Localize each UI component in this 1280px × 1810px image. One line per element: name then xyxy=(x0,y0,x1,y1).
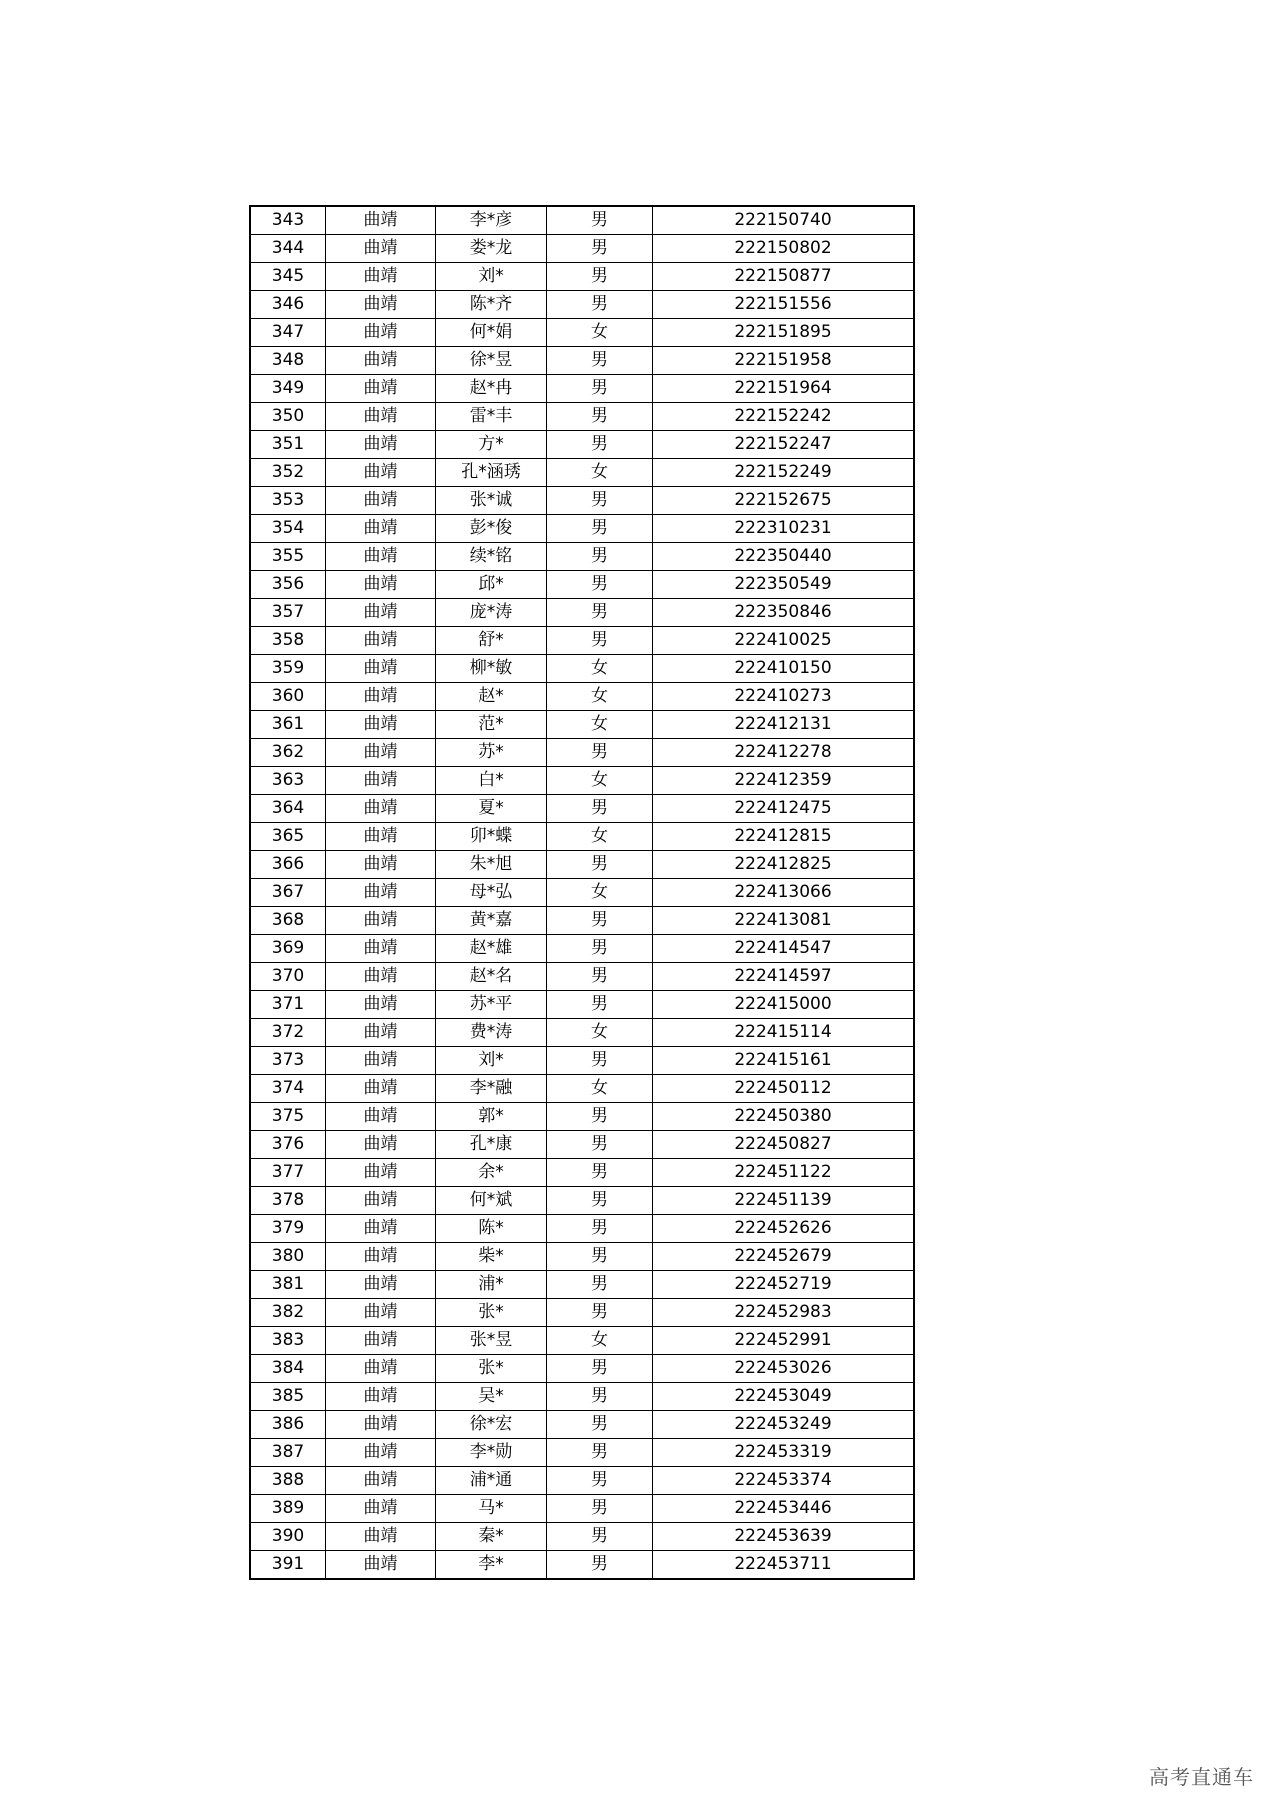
gender-cell: 女 xyxy=(547,711,653,739)
student-name-cell: 浦*通 xyxy=(436,1467,547,1495)
serial-number-cell: 387 xyxy=(250,1439,326,1467)
exam-number-cell: 222152247 xyxy=(653,431,915,459)
student-name-cell: 孔*涵琇 xyxy=(436,459,547,487)
student-roster-table xyxy=(249,205,915,1580)
gender-cell: 男 xyxy=(547,1495,653,1523)
table-row xyxy=(250,627,914,655)
city-cell: 曲靖 xyxy=(326,1383,436,1411)
gender-cell: 男 xyxy=(547,1383,653,1411)
city-cell: 曲靖 xyxy=(326,1355,436,1383)
table-row xyxy=(250,1047,914,1075)
city-cell: 曲靖 xyxy=(326,571,436,599)
exam-number-cell: 222450380 xyxy=(653,1103,915,1131)
exam-number-cell: 222151895 xyxy=(653,319,915,347)
table-row xyxy=(250,991,914,1019)
serial-number-cell: 351 xyxy=(250,431,326,459)
gender-cell: 男 xyxy=(547,263,653,291)
table-row xyxy=(250,1327,914,1355)
table-row xyxy=(250,1131,914,1159)
gender-cell: 女 xyxy=(547,1019,653,1047)
table-row xyxy=(250,963,914,991)
city-cell: 曲靖 xyxy=(326,1131,436,1159)
serial-number-cell: 390 xyxy=(250,1523,326,1551)
student-name-cell: 张*昱 xyxy=(436,1327,547,1355)
student-name-cell: 黄*嘉 xyxy=(436,907,547,935)
student-name-cell: 陈* xyxy=(436,1215,547,1243)
gender-cell: 女 xyxy=(547,879,653,907)
serial-number-cell: 369 xyxy=(250,935,326,963)
student-name-cell: 李*融 xyxy=(436,1075,547,1103)
exam-number-cell: 222452679 xyxy=(653,1243,915,1271)
student-name-cell: 张* xyxy=(436,1355,547,1383)
serial-number-cell: 348 xyxy=(250,347,326,375)
table-row xyxy=(250,907,914,935)
city-cell: 曲靖 xyxy=(326,1271,436,1299)
exam-number-cell: 222453374 xyxy=(653,1467,915,1495)
serial-number-cell: 347 xyxy=(250,319,326,347)
student-name-cell: 吴* xyxy=(436,1383,547,1411)
gender-cell: 女 xyxy=(547,1075,653,1103)
table-row xyxy=(250,403,914,431)
student-name-cell: 刘* xyxy=(436,263,547,291)
serial-number-cell: 343 xyxy=(250,206,326,235)
serial-number-cell: 389 xyxy=(250,1495,326,1523)
table-row xyxy=(250,487,914,515)
serial-number-cell: 352 xyxy=(250,459,326,487)
serial-number-cell: 359 xyxy=(250,655,326,683)
table-row xyxy=(250,683,914,711)
student-name-cell: 庞*涛 xyxy=(436,599,547,627)
city-cell: 曲靖 xyxy=(326,347,436,375)
exam-number-cell: 222452719 xyxy=(653,1271,915,1299)
table-row xyxy=(250,1411,914,1439)
table-row xyxy=(250,375,914,403)
table-row xyxy=(250,319,914,347)
exam-number-cell: 222450112 xyxy=(653,1075,915,1103)
student-name-cell: 方* xyxy=(436,431,547,459)
exam-number-cell: 222415161 xyxy=(653,1047,915,1075)
serial-number-cell: 360 xyxy=(250,683,326,711)
student-name-cell: 赵*雄 xyxy=(436,935,547,963)
exam-number-cell: 222412359 xyxy=(653,767,915,795)
exam-number-cell: 222414597 xyxy=(653,963,915,991)
gender-cell: 男 xyxy=(547,1551,653,1580)
gender-cell: 男 xyxy=(547,627,653,655)
gender-cell: 男 xyxy=(547,235,653,263)
exam-number-cell: 222453711 xyxy=(653,1551,915,1580)
gender-cell: 男 xyxy=(547,1523,653,1551)
serial-number-cell: 383 xyxy=(250,1327,326,1355)
serial-number-cell: 353 xyxy=(250,487,326,515)
serial-number-cell: 363 xyxy=(250,767,326,795)
serial-number-cell: 377 xyxy=(250,1159,326,1187)
table-row xyxy=(250,823,914,851)
city-cell: 曲靖 xyxy=(326,1495,436,1523)
student-name-cell: 陈*齐 xyxy=(436,291,547,319)
city-cell: 曲靖 xyxy=(326,739,436,767)
serial-number-cell: 350 xyxy=(250,403,326,431)
student-name-cell: 夏* xyxy=(436,795,547,823)
student-name-cell: 李*勋 xyxy=(436,1439,547,1467)
table-row xyxy=(250,1243,914,1271)
exam-number-cell: 222451122 xyxy=(653,1159,915,1187)
serial-number-cell: 373 xyxy=(250,1047,326,1075)
student-name-cell: 李* xyxy=(436,1551,547,1580)
student-name-cell: 邱* xyxy=(436,571,547,599)
gender-cell: 男 xyxy=(547,1047,653,1075)
exam-number-cell: 222453446 xyxy=(653,1495,915,1523)
student-name-cell: 浦* xyxy=(436,1271,547,1299)
gender-cell: 女 xyxy=(547,767,653,795)
table-row xyxy=(250,1187,914,1215)
exam-number-cell: 222150877 xyxy=(653,263,915,291)
gender-cell: 男 xyxy=(547,291,653,319)
city-cell: 曲靖 xyxy=(326,1019,436,1047)
serial-number-cell: 355 xyxy=(250,543,326,571)
table-row xyxy=(250,206,914,235)
serial-number-cell: 378 xyxy=(250,1187,326,1215)
exam-number-cell: 222412278 xyxy=(653,739,915,767)
gender-cell: 女 xyxy=(547,683,653,711)
exam-number-cell: 222310231 xyxy=(653,515,915,543)
serial-number-cell: 358 xyxy=(250,627,326,655)
table-row xyxy=(250,1383,914,1411)
student-name-cell: 费*涛 xyxy=(436,1019,547,1047)
exam-number-cell: 222150740 xyxy=(653,206,915,235)
student-name-cell: 卯*蝶 xyxy=(436,823,547,851)
city-cell: 曲靖 xyxy=(326,1047,436,1075)
gender-cell: 男 xyxy=(547,431,653,459)
city-cell: 曲靖 xyxy=(326,487,436,515)
gender-cell: 男 xyxy=(547,487,653,515)
gender-cell: 男 xyxy=(547,1411,653,1439)
exam-number-cell: 222410150 xyxy=(653,655,915,683)
city-cell: 曲靖 xyxy=(326,935,436,963)
gender-cell: 男 xyxy=(547,851,653,879)
gender-cell: 男 xyxy=(547,1243,653,1271)
gender-cell: 男 xyxy=(547,963,653,991)
student-name-cell: 徐*宏 xyxy=(436,1411,547,1439)
city-cell: 曲靖 xyxy=(326,1327,436,1355)
student-name-cell: 朱*旭 xyxy=(436,851,547,879)
gender-cell: 男 xyxy=(547,1131,653,1159)
student-name-cell: 孔*康 xyxy=(436,1131,547,1159)
gender-cell: 男 xyxy=(547,991,653,1019)
exam-number-cell: 222350549 xyxy=(653,571,915,599)
exam-number-cell: 222451139 xyxy=(653,1187,915,1215)
exam-number-cell: 222410025 xyxy=(653,627,915,655)
roster-table-body xyxy=(250,206,914,1579)
serial-number-cell: 386 xyxy=(250,1411,326,1439)
student-name-cell: 李*彦 xyxy=(436,206,547,235)
exam-number-cell: 222151958 xyxy=(653,347,915,375)
exam-number-cell: 222453026 xyxy=(653,1355,915,1383)
city-cell: 曲靖 xyxy=(326,1243,436,1271)
exam-number-cell: 222350846 xyxy=(653,599,915,627)
gender-cell: 男 xyxy=(547,795,653,823)
exam-number-cell: 222152242 xyxy=(653,403,915,431)
exam-number-cell: 222415114 xyxy=(653,1019,915,1047)
exam-number-cell: 222415000 xyxy=(653,991,915,1019)
serial-number-cell: 371 xyxy=(250,991,326,1019)
city-cell: 曲靖 xyxy=(326,1215,436,1243)
exam-number-cell: 222453249 xyxy=(653,1411,915,1439)
gender-cell: 男 xyxy=(547,347,653,375)
city-cell: 曲靖 xyxy=(326,1411,436,1439)
city-cell: 曲靖 xyxy=(326,1439,436,1467)
serial-number-cell: 368 xyxy=(250,907,326,935)
student-name-cell: 赵*名 xyxy=(436,963,547,991)
city-cell: 曲靖 xyxy=(326,206,436,235)
exam-number-cell: 222412475 xyxy=(653,795,915,823)
student-name-cell: 赵* xyxy=(436,683,547,711)
student-name-cell: 秦* xyxy=(436,1523,547,1551)
table-row xyxy=(250,571,914,599)
table-row xyxy=(250,1523,914,1551)
table-row xyxy=(250,879,914,907)
city-cell: 曲靖 xyxy=(326,1075,436,1103)
gender-cell: 男 xyxy=(547,1355,653,1383)
serial-number-cell: 367 xyxy=(250,879,326,907)
exam-number-cell: 222152675 xyxy=(653,487,915,515)
gender-cell: 男 xyxy=(547,403,653,431)
city-cell: 曲靖 xyxy=(326,683,436,711)
serial-number-cell: 384 xyxy=(250,1355,326,1383)
serial-number-cell: 364 xyxy=(250,795,326,823)
gender-cell: 男 xyxy=(547,907,653,935)
serial-number-cell: 356 xyxy=(250,571,326,599)
exam-number-cell: 222453319 xyxy=(653,1439,915,1467)
gender-cell: 男 xyxy=(547,515,653,543)
city-cell: 曲靖 xyxy=(326,907,436,935)
gender-cell: 男 xyxy=(547,935,653,963)
student-name-cell: 白* xyxy=(436,767,547,795)
student-name-cell: 彭*俊 xyxy=(436,515,547,543)
serial-number-cell: 376 xyxy=(250,1131,326,1159)
exam-number-cell: 222450827 xyxy=(653,1131,915,1159)
student-name-cell: 何*娟 xyxy=(436,319,547,347)
watermark-text: 高考直通车 xyxy=(1149,1765,1254,1789)
gender-cell: 女 xyxy=(547,655,653,683)
student-name-cell: 徐*昱 xyxy=(436,347,547,375)
serial-number-cell: 361 xyxy=(250,711,326,739)
serial-number-cell: 366 xyxy=(250,851,326,879)
student-name-cell: 范* xyxy=(436,711,547,739)
student-name-cell: 刘* xyxy=(436,1047,547,1075)
city-cell: 曲靖 xyxy=(326,655,436,683)
gender-cell: 男 xyxy=(547,1159,653,1187)
serial-number-cell: 349 xyxy=(250,375,326,403)
table-row xyxy=(250,291,914,319)
table-row xyxy=(250,1551,914,1580)
exam-number-cell: 222151556 xyxy=(653,291,915,319)
city-cell: 曲靖 xyxy=(326,291,436,319)
city-cell: 曲靖 xyxy=(326,1551,436,1580)
city-cell: 曲靖 xyxy=(326,711,436,739)
serial-number-cell: 382 xyxy=(250,1299,326,1327)
table-row xyxy=(250,1159,914,1187)
exam-number-cell: 222410273 xyxy=(653,683,915,711)
serial-number-cell: 365 xyxy=(250,823,326,851)
student-name-cell: 续*铭 xyxy=(436,543,547,571)
gender-cell: 男 xyxy=(547,543,653,571)
table-row xyxy=(250,543,914,571)
city-cell: 曲靖 xyxy=(326,403,436,431)
exam-number-cell: 222453049 xyxy=(653,1383,915,1411)
city-cell: 曲靖 xyxy=(326,459,436,487)
city-cell: 曲靖 xyxy=(326,1103,436,1131)
city-cell: 曲靖 xyxy=(326,823,436,851)
exam-number-cell: 222414547 xyxy=(653,935,915,963)
serial-number-cell: 385 xyxy=(250,1383,326,1411)
exam-number-cell: 222350440 xyxy=(653,543,915,571)
student-name-cell: 雷*丰 xyxy=(436,403,547,431)
exam-number-cell: 222413066 xyxy=(653,879,915,907)
student-name-cell: 张* xyxy=(436,1299,547,1327)
exam-number-cell: 222150802 xyxy=(653,235,915,263)
table-row xyxy=(250,711,914,739)
city-cell: 曲靖 xyxy=(326,1159,436,1187)
exam-number-cell: 222452626 xyxy=(653,1215,915,1243)
student-name-cell: 郭* xyxy=(436,1103,547,1131)
city-cell: 曲靖 xyxy=(326,263,436,291)
student-name-cell: 娄*龙 xyxy=(436,235,547,263)
serial-number-cell: 381 xyxy=(250,1271,326,1299)
student-name-cell: 柳*敏 xyxy=(436,655,547,683)
student-name-cell: 母*弘 xyxy=(436,879,547,907)
exam-number-cell: 222412815 xyxy=(653,823,915,851)
city-cell: 曲靖 xyxy=(326,431,436,459)
city-cell: 曲靖 xyxy=(326,795,436,823)
table-row xyxy=(250,263,914,291)
city-cell: 曲靖 xyxy=(326,1523,436,1551)
gender-cell: 女 xyxy=(547,319,653,347)
serial-number-cell: 388 xyxy=(250,1467,326,1495)
exam-number-cell: 222452983 xyxy=(653,1299,915,1327)
city-cell: 曲靖 xyxy=(326,879,436,907)
gender-cell: 男 xyxy=(547,1187,653,1215)
student-name-cell: 张*诚 xyxy=(436,487,547,515)
gender-cell: 男 xyxy=(547,1439,653,1467)
table-row xyxy=(250,1103,914,1131)
serial-number-cell: 374 xyxy=(250,1075,326,1103)
table-row xyxy=(250,739,914,767)
exam-number-cell: 222412131 xyxy=(653,711,915,739)
exam-number-cell: 222412825 xyxy=(653,851,915,879)
serial-number-cell: 370 xyxy=(250,963,326,991)
serial-number-cell: 357 xyxy=(250,599,326,627)
serial-number-cell: 391 xyxy=(250,1551,326,1580)
city-cell: 曲靖 xyxy=(326,627,436,655)
student-name-cell: 马* xyxy=(436,1495,547,1523)
gender-cell: 男 xyxy=(547,571,653,599)
city-cell: 曲靖 xyxy=(326,515,436,543)
city-cell: 曲靖 xyxy=(326,1187,436,1215)
city-cell: 曲靖 xyxy=(326,963,436,991)
exam-number-cell: 222151964 xyxy=(653,375,915,403)
city-cell: 曲靖 xyxy=(326,851,436,879)
exam-number-cell: 222453639 xyxy=(653,1523,915,1551)
gender-cell: 男 xyxy=(547,599,653,627)
serial-number-cell: 375 xyxy=(250,1103,326,1131)
serial-number-cell: 344 xyxy=(250,235,326,263)
student-name-cell: 苏*平 xyxy=(436,991,547,1019)
table-row xyxy=(250,431,914,459)
gender-cell: 男 xyxy=(547,1299,653,1327)
serial-number-cell: 354 xyxy=(250,515,326,543)
exam-number-cell: 222413081 xyxy=(653,907,915,935)
table-row xyxy=(250,851,914,879)
city-cell: 曲靖 xyxy=(326,235,436,263)
table-row xyxy=(250,1215,914,1243)
table-row xyxy=(250,655,914,683)
city-cell: 曲靖 xyxy=(326,319,436,347)
gender-cell: 男 xyxy=(547,1215,653,1243)
city-cell: 曲靖 xyxy=(326,1467,436,1495)
student-name-cell: 赵*冉 xyxy=(436,375,547,403)
exam-number-cell: 222152249 xyxy=(653,459,915,487)
city-cell: 曲靖 xyxy=(326,543,436,571)
city-cell: 曲靖 xyxy=(326,375,436,403)
table-row xyxy=(250,935,914,963)
table-row xyxy=(250,1439,914,1467)
gender-cell: 女 xyxy=(547,1327,653,1355)
gender-cell: 男 xyxy=(547,1103,653,1131)
gender-cell: 男 xyxy=(547,739,653,767)
table-row xyxy=(250,459,914,487)
serial-number-cell: 362 xyxy=(250,739,326,767)
gender-cell: 男 xyxy=(547,1467,653,1495)
table-row xyxy=(250,1467,914,1495)
table-row xyxy=(250,1495,914,1523)
table-row xyxy=(250,1355,914,1383)
table-row xyxy=(250,1299,914,1327)
gender-cell: 男 xyxy=(547,206,653,235)
city-cell: 曲靖 xyxy=(326,767,436,795)
gender-cell: 女 xyxy=(547,823,653,851)
serial-number-cell: 380 xyxy=(250,1243,326,1271)
student-name-cell: 余* xyxy=(436,1159,547,1187)
table-row xyxy=(250,515,914,543)
table-row xyxy=(250,1075,914,1103)
serial-number-cell: 379 xyxy=(250,1215,326,1243)
student-name-cell: 何*斌 xyxy=(436,1187,547,1215)
student-name-cell: 苏* xyxy=(436,739,547,767)
table-row xyxy=(250,1019,914,1047)
serial-number-cell: 372 xyxy=(250,1019,326,1047)
student-name-cell: 柴* xyxy=(436,1243,547,1271)
table-row xyxy=(250,347,914,375)
student-name-cell: 舒* xyxy=(436,627,547,655)
gender-cell: 男 xyxy=(547,375,653,403)
table-row xyxy=(250,599,914,627)
serial-number-cell: 345 xyxy=(250,263,326,291)
table-row xyxy=(250,1271,914,1299)
city-cell: 曲靖 xyxy=(326,991,436,1019)
gender-cell: 男 xyxy=(547,1271,653,1299)
city-cell: 曲靖 xyxy=(326,1299,436,1327)
table-row xyxy=(250,795,914,823)
city-cell: 曲靖 xyxy=(326,599,436,627)
table-row xyxy=(250,767,914,795)
exam-number-cell: 222452991 xyxy=(653,1327,915,1355)
serial-number-cell: 346 xyxy=(250,291,326,319)
gender-cell: 女 xyxy=(547,459,653,487)
table-row xyxy=(250,235,914,263)
